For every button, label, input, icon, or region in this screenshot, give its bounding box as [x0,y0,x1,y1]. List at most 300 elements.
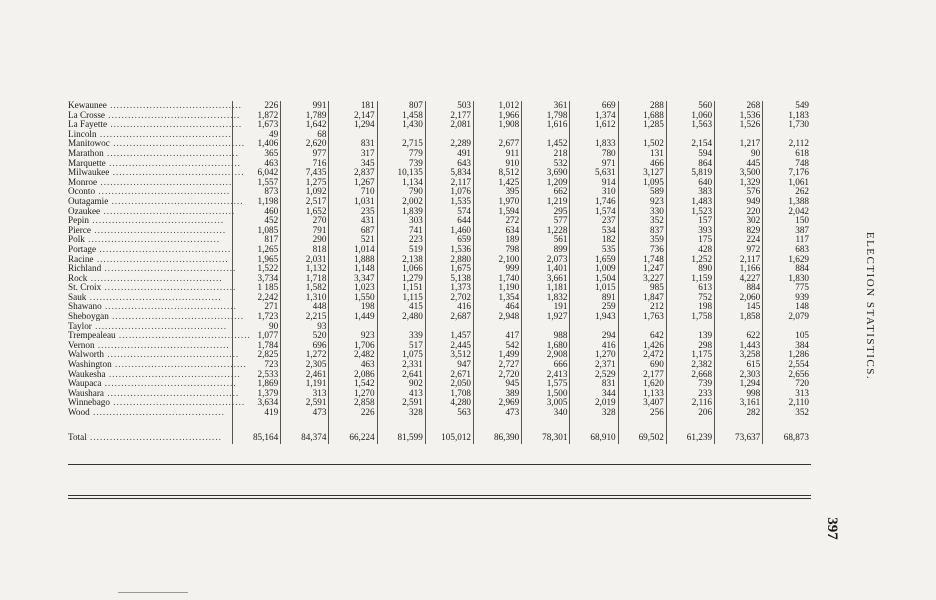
vote-cell: 3,512 [425,350,473,360]
vote-cell: 790 [377,187,425,197]
vote-cell: 2,086 [329,370,377,380]
vote-cell: 1,673 [233,120,281,130]
vote-cell: 999 [474,264,522,274]
vote-cell: 290 [281,235,329,245]
vote-cell: 1,285 [618,120,666,130]
table-row [68,408,811,418]
vote-cell: 105 [763,331,811,341]
leader-dots: ........................................ [108,195,244,206]
vote-cell: 3,690 [522,168,570,178]
vote-cell: 226 [233,101,281,111]
leader-dots: ........................................ [87,272,223,283]
county-name: Sauk [68,291,87,302]
vote-cell: 1,833 [570,139,618,149]
vote-cell: 1,536 [715,111,763,121]
county-name: Portage [68,243,97,254]
vote-cell: 2,677 [474,139,522,149]
leader-dots: ........................................ [109,397,246,408]
vote-cell: 1,500 [522,389,570,399]
vote-cell: 1,970 [474,197,522,207]
vote-cell: 864 [666,159,714,169]
vote-cell: 3,661 [522,274,570,284]
vote-cell: 389 [474,389,522,399]
vote-cell: 563 [425,408,473,418]
vote-cell: 294 [570,331,618,341]
vote-cell: 413 [377,389,425,399]
vote-cell: 1,310 [281,293,329,303]
vote-cell: 998 [715,389,763,399]
vote-cell: 1,401 [522,264,570,274]
vote-cell: 3,500 [715,168,763,178]
vote-cell: 1,151 [377,283,425,293]
vote-cell: 690 [618,360,666,370]
vote-cell: 1,680 [522,341,570,351]
vote-cell: 448 [281,302,329,312]
vote-cell: 1,740 [474,274,522,284]
leader-dots: ........................................ [101,282,237,293]
total-value-cell: 73,637 [715,418,763,444]
vote-cell: 1,616 [522,120,570,130]
vote-cell: 206 [666,408,714,418]
vote-cell: 716 [281,159,329,169]
county-name: Vernon [68,339,95,350]
vote-cell: 2,100 [474,255,522,265]
vote-cell: 2,081 [425,120,473,130]
vote-cell: 313 [763,389,811,399]
vote-cell: 1,582 [281,283,329,293]
vote-cell: 1,888 [329,255,377,265]
vote-cell: 884 [715,283,763,293]
vote-cell: 5,631 [570,168,618,178]
vote-cell: 1,247 [618,264,666,274]
vote-cell: 945 [474,379,522,389]
vote-cell: 1,460 [425,226,473,236]
vote-cell: 1,536 [425,245,473,255]
vote-cell: 775 [763,283,811,293]
vote-cell: 1,267 [329,178,377,188]
vote-cell: 49 [233,130,281,140]
vote-cell: 1,723 [233,312,281,322]
total-value-cell: 81,599 [377,418,425,444]
county-name: La Fayette [68,119,108,130]
vote-cell: 1,872 [233,111,281,121]
vote-cell: 387 [763,226,811,236]
vote-cell: 779 [377,149,425,159]
vote-cell: 68 [281,130,329,140]
total-value-cell: 66,224 [329,418,377,444]
vote-cell: 1,425 [474,178,522,188]
vote-cell: 395 [474,187,522,197]
vote-cell: 4,280 [425,398,473,408]
vote-cell: 662 [522,187,570,197]
vote-cell: 519 [377,245,425,255]
vote-cell: 723 [233,360,281,370]
vote-cell: 1,620 [618,379,666,389]
vote-cell: 1,329 [715,178,763,188]
vote-cell: 1,526 [715,120,763,130]
vote-cell: 1,354 [474,293,522,303]
vote-cell: 643 [425,159,473,169]
vote-cell: 642 [618,331,666,341]
vote-cell: 837 [618,226,666,236]
vote-cell: 2,533 [233,370,281,380]
vote-cell: 2,671 [425,370,473,380]
county-name: Oconto [68,186,96,197]
vote-cell: 93 [281,322,329,332]
vote-cell: 2,042 [763,207,811,217]
vote-cell: 780 [570,149,618,159]
vote-cell: 1,542 [329,379,377,389]
vote-cell: 532 [522,159,570,169]
leader-dots: ........................................ [105,157,241,168]
vote-cell: 393 [666,226,714,236]
vote-cell: 739 [666,379,714,389]
vote-cell: 2,529 [570,370,618,380]
vote-cell: 416 [570,341,618,351]
vote-cell: 117 [763,235,811,245]
vote-cell: 271 [233,302,281,312]
county-name: Waushara [68,387,104,398]
vote-cell: 1,294 [329,120,377,130]
vote-cell: 914 [570,178,618,188]
vote-cell: 383 [666,187,714,197]
vote-cell: 2,177 [618,370,666,380]
leader-dots: ........................................ [96,128,232,139]
county-name: Washington [68,359,112,370]
leader-dots: ........................................ [84,234,221,245]
vote-cell: 3,161 [715,398,763,408]
leader-dots: ........................................ [94,339,230,350]
vote-cell: 1,373 [425,283,473,293]
vote-cell: 644 [425,216,473,226]
vote-cell: 659 [425,235,473,245]
vote-cell: 2,969 [474,398,522,408]
vote-cell: 10,135 [377,168,425,178]
vote-cell: 1,443 [715,341,763,351]
vote-cell: 4,227 [715,274,763,284]
vote-cell: 1,430 [377,120,425,130]
vote-cell: 473 [281,408,329,418]
county-name: Winnebago [68,397,110,408]
leader-dots: ........................................ [100,205,236,216]
vote-cell: 589 [618,187,666,197]
vote-cell: 139 [666,331,714,341]
vote-cell: 1,159 [666,274,714,284]
vote-cell: 831 [570,379,618,389]
vote-cell: 618 [763,149,811,159]
county-name: Pierce [68,224,91,235]
vote-cell: 2,177 [425,111,473,121]
vote-cell: 561 [522,235,570,245]
bottom-rule-2 [68,498,811,499]
vote-cell: 1,522 [233,264,281,274]
vote-cell: 1,502 [618,139,666,149]
vote-cell: 7,435 [281,168,329,178]
vote-cell: 452 [233,216,281,226]
leader-dots: ........................................ [101,301,237,312]
vote-cell: 542 [474,341,522,351]
vote-cell: 2,242 [233,293,281,303]
vote-cell: 517 [377,341,425,351]
vote-cell: 2,289 [425,139,473,149]
bottom-rule-1 [68,495,811,496]
leader-dots: ........................................ [111,359,247,370]
county-name: La Crosse [68,109,105,120]
vote-cell: 223 [377,235,425,245]
vote-cell: 1,270 [329,389,377,399]
vote-cell: 1,499 [474,350,522,360]
vote-cell: 1,374 [570,111,618,121]
vote-cell: 1,031 [329,197,377,207]
county-name: Kewaunee [68,100,107,110]
vote-cell: 1,550 [329,293,377,303]
vote-cell: 1,594 [474,207,522,217]
county-name: Milwaukee [68,167,110,178]
county-name: Walworth [68,349,104,360]
vote-cell: 1,659 [570,255,618,265]
vote-cell: 2,591 [281,398,329,408]
vote-cell: 923 [329,331,377,341]
vote-cell: 2,110 [763,398,811,408]
vote-cell: 3,127 [618,168,666,178]
vote-cell: 910 [474,159,522,169]
vote-cell: 415 [377,302,425,312]
vote-cell: 1,927 [522,312,570,322]
vote-cell: 1,191 [281,379,329,389]
vote-cell: 1,015 [570,283,618,293]
leader-dots: ........................................ [89,407,225,417]
vote-cell: 1,406 [233,139,281,149]
vote-cell: 1,563 [666,120,714,130]
vote-cell: 1,706 [329,341,377,351]
vote-cell: 259 [570,302,618,312]
vote-cell: 2,331 [377,360,425,370]
leader-dots: ........................................ [108,311,244,322]
vote-cell: 7,176 [763,168,811,178]
vote-cell: 175 [666,235,714,245]
vote-cell: 463 [233,159,281,169]
leader-dots: ........................................ [101,263,237,274]
vote-cell: 5,138 [425,274,473,284]
vote-cell: 145 [715,302,763,312]
vote-cell: 2,116 [666,398,714,408]
vote-cell: 2,591 [377,398,425,408]
vote-cell: 1,830 [763,274,811,284]
total-value-cell: 68,910 [570,418,618,444]
vote-cell: 2,702 [425,293,473,303]
vote-cell: 131 [618,149,666,159]
vote-cell: 1,629 [763,255,811,265]
vote-cell: 416 [425,302,473,312]
vote-cell: 491 [425,149,473,159]
vote-cell: 1,612 [570,120,618,130]
vote-cell: 1 185 [233,283,281,293]
vote-cell: 2,908 [522,350,570,360]
vote-cell: 1,523 [666,207,714,217]
vote-cell: 972 [715,245,763,255]
vote-cell: 977 [281,149,329,159]
total-value-cell: 78,301 [522,418,570,444]
vote-cell: 1,426 [618,341,666,351]
vote-cell: 2,461 [281,370,329,380]
vote-cell: 1,265 [233,245,281,255]
leader-dots: ........................................ [109,138,246,149]
vote-cell: 1,095 [618,178,666,188]
vote-cell: 2,687 [425,312,473,322]
vote-cell: 615 [715,360,763,370]
vote-cell: 1,708 [425,389,473,399]
vote-cell: 189 [474,235,522,245]
total-value-cell: 86,390 [474,418,522,444]
vote-cell: 2,002 [377,197,425,207]
vote-cell: 890 [666,264,714,274]
vote-cell: 2,060 [715,293,763,303]
leader-dots: ........................................ [106,100,242,110]
vote-cell: 3,227 [618,274,666,284]
vote-cell: 521 [329,235,377,245]
vote-cell: 1,858 [715,312,763,322]
vote-cell: 1,075 [377,350,425,360]
vote-cell: 464 [474,302,522,312]
vote-cell: 520 [281,331,329,341]
vote-cell: 720 [763,379,811,389]
leader-dots: ........................................ [97,176,233,187]
vote-cell: 577 [522,216,570,226]
vote-cell: 2,948 [474,312,522,322]
vote-cell: 1,746 [570,197,618,207]
vote-cell: 1,847 [618,293,666,303]
vote-cell: 466 [618,159,666,169]
vote-cell: 365 [233,149,281,159]
vote-cell: 1,294 [715,379,763,389]
running-head: ELECTION STATISTICS. [864,231,876,381]
leader-dots: ........................................ [88,215,225,226]
vote-cell: 2,138 [377,255,425,265]
vote-cell: 902 [377,379,425,389]
vote-cell: 298 [666,341,714,351]
leader-dots: ........................................ [86,291,222,302]
leader-dots: ........................................ [95,186,231,197]
vote-cell: 1,652 [281,207,329,217]
vote-cell: 1,452 [522,139,570,149]
vote-cell: 739 [377,159,425,169]
vote-cell: 1,209 [522,178,570,188]
vote-cell: 2,215 [281,312,329,322]
vote-cell: 157 [666,216,714,226]
vote-cell: 576 [715,187,763,197]
vote-cell: 352 [618,216,666,226]
vote-cell: 1,763 [618,312,666,322]
county-name: Manitowoc [68,138,110,149]
vote-cell: 748 [763,159,811,169]
vote-cell: 574 [425,207,473,217]
vote-cell: 3,734 [233,274,281,284]
county-name: Pepin [68,215,89,226]
vote-cell: 1,839 [377,207,425,217]
vote-cell: 1,085 [233,226,281,236]
vote-cell: 2,305 [281,360,329,370]
vote-cell: 2,019 [570,398,618,408]
vote-cell: 345 [329,159,377,169]
vote-cell: 2,031 [281,255,329,265]
election-statistics-table [68,101,811,444]
vote-cell: 503 [425,101,473,111]
vote-cell: 971 [570,159,618,169]
vote-cell: 313 [281,389,329,399]
vote-cell: 666 [522,360,570,370]
vote-cell: 224 [715,235,763,245]
vote-cell: 1,286 [763,350,811,360]
vote-cell: 339 [377,331,425,341]
vote-cell: 3,005 [522,398,570,408]
vote-cell: 3,634 [233,398,281,408]
vote-cell: 272 [474,216,522,226]
vote-cell: 613 [666,283,714,293]
county-name: Rock [68,272,88,283]
vote-cell: 1,275 [281,178,329,188]
county-name: Marquette [68,157,106,168]
vote-cell: 198 [666,302,714,312]
vote-cell: 1,908 [474,120,522,130]
vote-cell: 2,825 [233,350,281,360]
total-value-cell: 105,012 [425,418,473,444]
vote-cell: 302 [715,216,763,226]
county-name: St. Croix [68,282,102,293]
total-label: Total [68,431,87,442]
vote-cell: 1,966 [474,111,522,121]
vote-cell: 2,517 [281,197,329,207]
vote-cell: 923 [618,197,666,207]
vote-cell: 1,217 [715,139,763,149]
vote-cell: 911 [474,149,522,159]
total-value-cell: 69,502 [618,418,666,444]
county-name: Sheboygan [68,311,109,322]
vote-cell: 1,449 [329,312,377,322]
vote-cell: 256 [618,408,666,418]
vote-cell: 829 [715,226,763,236]
vote-cell: 3,258 [715,350,763,360]
vote-cell: 2,482 [329,350,377,360]
vote-cell: 1,642 [281,120,329,130]
vote-cell: 6,042 [233,168,281,178]
vote-cell: 1,789 [281,111,329,121]
vote-cell: 330 [618,207,666,217]
county-name: Waupaca [68,378,102,389]
county-name: Trempealeau [68,330,116,341]
vote-cell: 1,012 [474,101,522,111]
vote-cell: 191 [522,302,570,312]
vote-cell: 2,079 [763,312,811,322]
vote-cell: 1,535 [425,197,473,207]
county-name: Racine [68,253,94,264]
vote-cell: 295 [522,207,570,217]
vote-cell: 1,115 [377,293,425,303]
vote-cell: 560 [666,101,714,111]
vote-cell: 1,869 [233,379,281,389]
vote-cell: 741 [377,226,425,236]
total-top-rule [68,464,811,465]
vote-cell: 237 [570,216,618,226]
leader-dots: ........................................ [103,147,239,158]
vote-cell: 3,347 [329,274,377,284]
vote-cell: 2,117 [715,255,763,265]
county-name: Outagamie [68,195,109,206]
vote-cell: 752 [666,293,714,303]
vote-cell: 1,190 [474,283,522,293]
vote-cell: 5,819 [666,168,714,178]
vote-cell: 831 [329,139,377,149]
vote-cell: 181 [329,101,377,111]
